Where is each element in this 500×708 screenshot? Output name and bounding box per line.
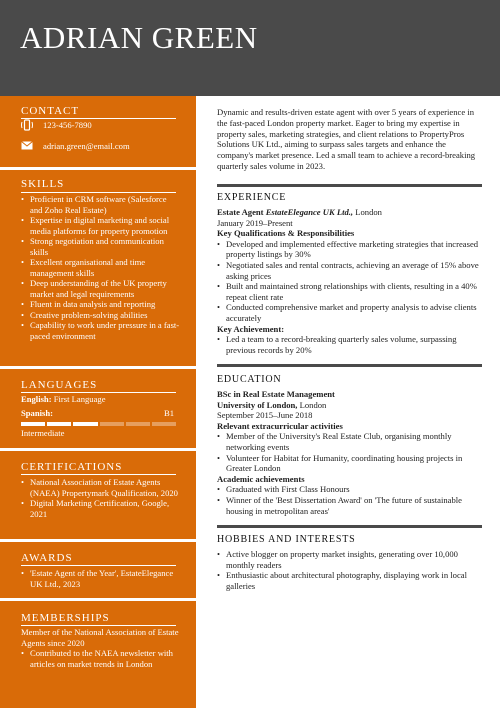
education-location: London	[299, 399, 327, 410]
education-title: EDUCATION	[217, 374, 282, 385]
skill-item: • Excellent organisational and time management skills	[21, 257, 181, 278]
experience-ach-list	[217, 334, 482, 355]
certifications-title: CERTIFICATIONS	[21, 461, 123, 473]
education-extra-item: • Member of the University's Real Estate Club, organising monthly networking events	[217, 431, 482, 452]
hobby-item: • Enthusiastic about architectural photography, displaying work in local galleries	[217, 570, 482, 591]
proficiency-segment	[73, 422, 97, 426]
sidebar	[0, 96, 196, 708]
proficiency-segment	[21, 422, 45, 426]
proficiency-segment	[47, 422, 71, 426]
certifications-list	[21, 477, 181, 519]
language-spanish-level: Intermediate	[21, 428, 65, 438]
education-ach-item: • Graduated with First Class Honours	[217, 484, 482, 495]
experience-title: EXPERIENCE	[217, 192, 287, 203]
experience-resp-item: • Built and maintained strong relationships with clients, resulting in a 40% repeat client rate	[217, 281, 482, 302]
education-ach-heading: Academic achievements	[217, 473, 305, 484]
candidate-name: ADRIAN GREEN	[20, 20, 258, 55]
skill-item: • Expertise in digital marketing and social media platforms for property promotion	[21, 215, 181, 236]
experience-header	[217, 207, 482, 218]
memberships-rule	[21, 625, 176, 626]
hobbies-list	[217, 549, 482, 591]
education-ach-list	[217, 484, 482, 516]
memberships-title: MEMBERSHIPS	[21, 612, 110, 624]
education-ach-item: • Winner of the 'Best Dissertation Award' on 'The future of sustainable housing in metropolitan areas'	[217, 495, 482, 516]
skill-item: • Creative problem-solving abilities	[21, 310, 181, 321]
contact-title: CONTACT	[21, 105, 80, 117]
experience-resp-item: • Negotiated sales and rental contracts, achieving an average of 15% above asking prices	[217, 260, 482, 281]
contact-email: adrian.green@email.com	[43, 141, 130, 151]
experience-resp-item: • Conducted comprehensive market and property analysis to advise clients accurately	[217, 302, 482, 323]
phone-icon	[21, 119, 33, 131]
certifications-rule	[21, 474, 176, 475]
skills-list	[21, 194, 181, 341]
section-divider	[0, 448, 196, 451]
education-dates: September 2015–June 2018	[217, 410, 313, 421]
awards-rule	[21, 565, 176, 566]
section-divider	[217, 364, 482, 367]
certification-item: • National Association of Estate Agents (NAEA) Propertymark Qualification, 2020	[21, 477, 181, 498]
experience-role: Estate Agent	[217, 207, 264, 217]
hobby-item: • Active blogger on property market insights, generating over 10,000 monthly readers	[217, 549, 482, 570]
contact-rule	[21, 118, 176, 119]
language-english	[21, 394, 106, 405]
languages-title: LANGUAGES	[21, 379, 98, 391]
education-degree: BSc in Real Estate Management	[217, 389, 335, 399]
contact-phone: 123-456-7890	[43, 120, 92, 130]
section-divider	[217, 525, 482, 528]
language-english-label: English:	[21, 394, 52, 404]
experience-company: EstateElegance UK Ltd.,	[265, 207, 354, 217]
section-divider	[217, 184, 482, 187]
experience-ach-item: • Led a team to a record-breaking quarterly sales volume, surpassing previous records by 20%	[217, 334, 482, 355]
resume-header	[0, 0, 500, 96]
proficiency-segment	[126, 422, 150, 426]
skill-item: • Proficient in CRM software (Salesforce and Zoho Real Estate)	[21, 194, 181, 215]
proficiency-segment	[152, 422, 176, 426]
award-item: • 'Estate Agent of the Year', EstateElegance UK Ltd., 2023	[21, 568, 181, 589]
skill-item: • Deep understanding of the UK property market and legal requirements	[21, 278, 181, 299]
education-extra-list	[217, 431, 482, 473]
awards-list	[21, 568, 181, 589]
experience-dates: January 2019–Present	[217, 217, 293, 228]
section-divider	[0, 366, 196, 369]
experience-ach-heading: Key Achievement:	[217, 323, 285, 334]
languages-rule	[21, 392, 176, 393]
profile-summary: Dynamic and results-driven estate agent with over 5 years of experience in the fast-paced London property market. Eager to bring my expertise in property sales, marketing strategies, and client relations to PropertyPros Solutions UK Ltd., aiming to surpass sales targets and enhance the company's market presence. Led a small team to achieve a record-breaking quarterly sales volume in 2023.	[217, 107, 476, 171]
proficiency-segment	[100, 422, 124, 426]
experience-resp-heading: Key Qualifications & Responsibilities	[217, 228, 355, 239]
education-extra-heading: Relevant extracurricular activities	[217, 420, 343, 431]
experience-location: London	[355, 207, 382, 217]
section-divider	[0, 167, 196, 170]
education-school: University of London,	[217, 399, 298, 410]
section-divider	[0, 598, 196, 601]
education-entry	[217, 389, 482, 516]
main-content	[196, 96, 500, 708]
memberships-list	[21, 648, 181, 669]
education-extra-item: • Volunteer for Habitat for Humanity, coordinating housing projects in Greater London	[217, 453, 482, 474]
language-spanish-label: Spanish:	[21, 408, 54, 418]
hobbies-title: HOBBIES AND INTERESTS	[217, 534, 356, 545]
memberships-intro: Member of the National Association of Estate Agents since 2020	[21, 627, 179, 648]
language-spanish-code: B1	[164, 408, 175, 418]
skills-rule	[21, 192, 176, 193]
awards-title: AWARDS	[21, 552, 73, 564]
skill-item: • Strong negotiation and communication skills	[21, 236, 181, 257]
experience-resp-list	[217, 239, 482, 324]
skill-item: • Capability to work under pressure in a fast-paced environment	[21, 320, 181, 341]
hobbies-entry	[217, 549, 482, 591]
language-proficiency-bar	[21, 422, 176, 426]
experience-entry	[217, 207, 482, 355]
experience-resp-item: • Developed and implemented effective marketing strategies that increased property listings by 30%	[217, 239, 482, 260]
membership-item: • Contributed to the NAEA newsletter with articles on market trends in London	[21, 648, 181, 669]
email-icon	[21, 141, 33, 150]
skill-item: • Fluent in data analysis and reporting	[21, 299, 181, 310]
language-english-level: First Language	[53, 394, 106, 404]
education-school-line	[217, 400, 482, 411]
section-divider	[0, 539, 196, 542]
skills-title: SKILLS	[21, 178, 65, 190]
certification-item: • Digital Marketing Certification, Google, 2021	[21, 498, 181, 519]
